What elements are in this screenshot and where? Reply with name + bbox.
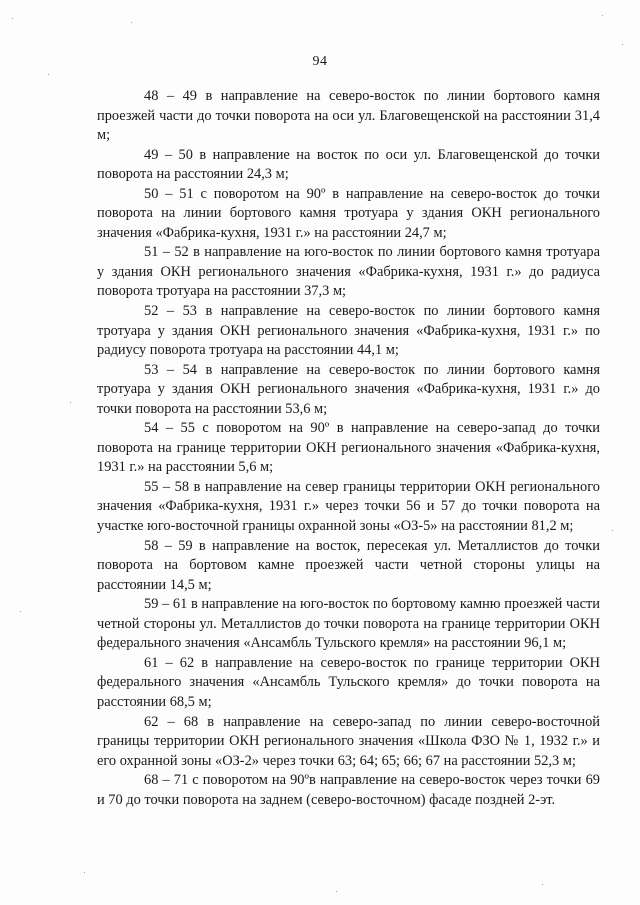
scan-speck xyxy=(131,22,132,23)
scan-speck xyxy=(336,891,337,892)
scan-speck xyxy=(48,74,49,75)
paragraph-55-58: 55 – 58 в направление на север границы территории ОКН регионального значения «Фабрика-кухня, 1931 г.» через точки 56 и 57 до точки поворота на участке юго-восточной границы охранной зоны «ОЗ-5» на расстоянии 81,2 м; xyxy=(97,478,600,535)
scan-speck xyxy=(84,872,85,873)
paragraph-52-53: 52 – 53 в направление на северо-восток по линии бортового камня тротуара у здания ОКН регионального значения «Фабрика-кухня, 1931 г.» по радиусу поворота тротуара на расстоянии 44,1 м; xyxy=(97,303,600,359)
paragraph-54-55: 54 – 55 с поворотом на 90º в направление на северо-запад до точки поворота на границе территории ОКН регионального значения «Фабрика-кухня, 1931 г.» на расстоянии 5,6 м; xyxy=(97,420,600,476)
paragraph-68-71: 68 – 71 с поворотом на 90ºв направление на северо-восток через точки 69 и 70 до точки поворота на заднем (северо-восточном) фасаде поздней 2-эт. xyxy=(97,772,600,808)
paragraph-49-50: 49 – 50 в направление на восток по оси ул. Благовещенской до точки поворота на расстоянии 24,3 м; xyxy=(97,146,600,183)
paragraph-53-54: 53 – 54 в направление на северо-восток по линии бортового камня тротуара у здания ОКН регионального значения «Фабрика-кухня, 1931 г.» до точки поворота на расстоянии 53,6 м; xyxy=(97,361,600,417)
paragraph-58-59: 58 – 59 в направление на восток, пересекая ул. Металлистов до точки поворота на бортовом камне проезжей части четной стороны улицы на расстоянии 14,5 м; xyxy=(97,537,600,593)
paragraph-59-61: 59 – 61 в направление на юго-восток по бортовому камню проезжей части четной стороны ул. Металлистов до точки поворота на границе территории ОКН федерального значения «Ансамбль Тульского кремля» на расстоянии 96,1 м; xyxy=(97,596,600,652)
scan-speck xyxy=(622,44,623,45)
scan-speck xyxy=(70,402,71,403)
scan-speck xyxy=(612,530,613,531)
paragraph-51-52: 51 – 52 в направление на юго-восток по линии бортового камня тротуара у здания ОКН регионального значения «Фабрика-кухня, 1931 г.» до радиуса поворота тротуара на расстоянии 37,3 м; xyxy=(97,244,600,300)
paragraph-62-68: 62 – 68 в направление на северо-запад по линии северо-восточной границы территории ОКН регионального значения «Школа ФЗО № 1, 1932 г.» и его охранной зоны «ОЗ-2» через точки 63; 64; 65; 66; 67 на расстоянии 52,3 м; xyxy=(97,713,600,769)
paragraph-48-49: 48 – 49 в направление на северо-восток по линии бортового камня проезжей части до точки поворота на оси ул. Благовещенской на расстоянии 31,4 м; xyxy=(97,88,600,144)
scan-speck xyxy=(12,18,13,19)
paragraph-50-51: 50 – 51 с поворотом на 90º в направление на северо-восток до точки поворота на линии бортового камня тротуара у здания ОКН регионального значения «Фабрика-кухня, 1931 г.» на расстоянии 24,7 м; xyxy=(97,185,600,241)
document-body xyxy=(97,87,600,810)
scan-speck xyxy=(20,611,21,612)
scan-speck xyxy=(602,15,603,16)
page-number: 94 xyxy=(312,54,328,69)
scan-speck xyxy=(542,884,543,885)
paragraph-61-62: 61 – 62 в направление на северо-восток по границе территории ОКН федерального значения «Ансамбль Тульского кремля» до точки поворота на расстоянии 68,5 м; xyxy=(97,654,600,710)
